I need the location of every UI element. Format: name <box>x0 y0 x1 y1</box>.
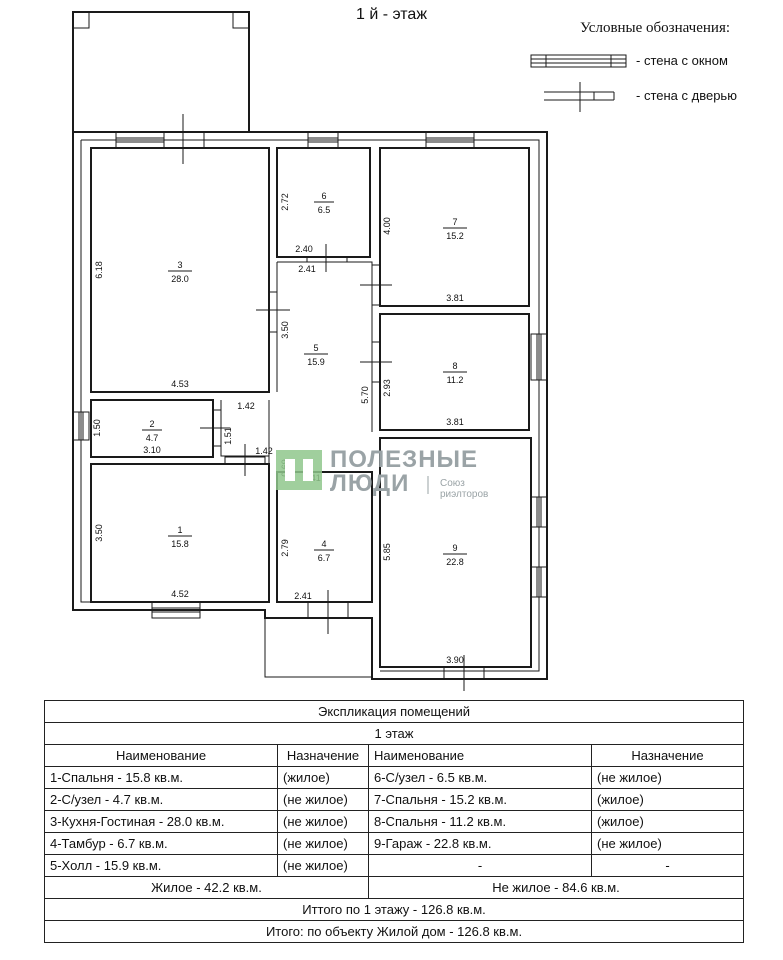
header-purpose-2: Назначение <box>592 745 744 767</box>
row-1-name-2: 6-С/узел - 6.5 кв.м. <box>369 767 592 789</box>
row-4-name-1: 4-Тамбур - 6.7 кв.м. <box>45 833 278 855</box>
room-9-area: 22.8 <box>446 557 464 567</box>
dim-2-40: 2.40 <box>295 244 313 254</box>
row-4-purpose-2: (не жилое) <box>592 833 744 855</box>
room-7-number: 7 <box>452 217 458 227</box>
watermark-sub2: риэлторов <box>440 489 489 500</box>
room-outlines <box>91 148 531 667</box>
dim-1-42-b: 1.42 <box>255 446 273 456</box>
floor-title: 1 й - этаж <box>355 6 428 23</box>
terrace-outline <box>73 12 249 132</box>
table-header-row <box>45 745 744 767</box>
row-1-name-1: 1-Спальня - 15.8 кв.м. <box>45 767 278 789</box>
row-5-purpose-1: (не жилое) <box>278 855 369 877</box>
row-5-purpose-2: - <box>592 855 744 877</box>
row-2-name-1: 2-С/узел - 4.7 кв.м. <box>45 789 278 811</box>
room-6-area: 6.5 <box>317 205 331 215</box>
room-8-number: 8 <box>452 361 458 371</box>
dim-1-50: 1.50 <box>92 419 102 437</box>
legend-door-symbol <box>544 82 614 112</box>
dim-5-85: 5.85 <box>382 543 392 561</box>
dim-5-70: 5.70 <box>360 386 370 404</box>
floor-total: Иттого по 1 этажу - 126.8 кв.м. <box>45 899 744 921</box>
dim-4-52: 4.52 <box>171 589 189 599</box>
room-9-number: 9 <box>452 543 458 553</box>
legend-window-symbol <box>531 55 626 67</box>
row-2-name-2: 7-Спальня - 15.2 кв.м. <box>369 789 592 811</box>
header-name-1: Наименование <box>45 745 278 767</box>
table-row <box>45 767 744 789</box>
table-row <box>45 833 744 855</box>
room-2-area: 4.7 <box>145 433 159 443</box>
dim-1-42-a: 1.42 <box>237 401 255 411</box>
row-5-name-2: - <box>369 855 592 877</box>
dim-3-90: 3.90 <box>446 655 464 665</box>
dim-3-50-b: 3.50 <box>94 524 104 542</box>
row-4-name-2: 9-Гараж - 22.8 кв.м. <box>369 833 592 855</box>
table-summary-row <box>45 877 744 899</box>
legend-title: Условные обозначения: <box>579 20 731 36</box>
table-caption: Экспликация помещений <box>45 701 744 723</box>
room-4-area: 6.7 <box>317 553 331 563</box>
table-floor: 1 этаж <box>45 723 744 745</box>
row-1-purpose-1: (жилое) <box>278 767 369 789</box>
dim-3-50-a: 3.50 <box>280 321 290 339</box>
row-1-purpose-2: (не жилое) <box>592 767 744 789</box>
row-5-name-1: 5-Холл - 15.9 кв.м. <box>45 855 278 877</box>
room-4-number: 4 <box>321 539 327 549</box>
room-1-area: 15.8 <box>171 539 189 549</box>
object-total: Итого: по объекту Жилой дом - 126.8 кв.м. <box>45 921 744 943</box>
row-2-purpose-2: (жилое) <box>592 789 744 811</box>
dim-4-53: 4.53 <box>171 379 189 389</box>
row-3-name-2: 8-Спальня - 11.2 кв.м. <box>369 811 592 833</box>
table-row <box>45 855 744 877</box>
dim-1-51: 1.51 <box>223 427 233 445</box>
dim-2-93: 2.93 <box>382 379 392 397</box>
dim-3-81-b: 3.81 <box>446 417 464 427</box>
row-3-purpose-1: (не жилое) <box>278 811 369 833</box>
room-5-number: 5 <box>313 343 319 353</box>
row-4-purpose-1: (не жилое) <box>278 833 369 855</box>
row-2-purpose-1: (не жилое) <box>278 789 369 811</box>
room-8-area: 11.2 <box>446 375 464 385</box>
living-total: Жилое - 42.2 кв.м. <box>45 877 369 899</box>
explication-table <box>44 700 744 943</box>
table-row <box>45 811 744 833</box>
dim-3-10: 3.10 <box>143 445 161 455</box>
dim-2-41-c: 2.41 <box>294 591 312 601</box>
dim-2-41-a: 2.41 <box>298 264 316 274</box>
header-name-2: Наименование <box>369 745 592 767</box>
dim-2-79: 2.79 <box>280 539 290 557</box>
watermark-subtitle <box>440 478 488 500</box>
table-row <box>45 789 744 811</box>
dim-3-81-a: 3.81 <box>446 293 464 303</box>
watermark-line2: ЛЮДИ <box>330 470 410 497</box>
room-6-number: 6 <box>321 191 327 201</box>
legend-window-label: - стена с окном <box>636 53 728 68</box>
dim-2-72: 2.72 <box>280 193 290 211</box>
dim-6-18: 6.18 <box>94 261 104 279</box>
row-3-name-1: 3-Кухня-Гостиная - 28.0 кв.м. <box>45 811 278 833</box>
dim-4-00: 4.00 <box>382 217 392 235</box>
room-5-area: 15.9 <box>307 357 325 367</box>
row-3-purpose-2: (жилое) <box>592 811 744 833</box>
room-1-number: 1 <box>177 525 183 535</box>
room-3-area: 28.0 <box>171 274 189 284</box>
watermark-sub1: Союз <box>440 478 465 489</box>
watermark-line1: ПОЛЕЗНЫЕ <box>330 446 479 473</box>
room-2-number: 2 <box>149 419 155 429</box>
room-3-number: 3 <box>177 260 183 270</box>
header-purpose-1: Назначение <box>278 745 369 767</box>
room-7-area: 15.2 <box>446 231 464 241</box>
nonliving-total: Не жилое - 84.6 кв.м. <box>369 877 744 899</box>
legend-door-label: - стена с дверью <box>636 88 737 103</box>
windows <box>73 132 547 618</box>
